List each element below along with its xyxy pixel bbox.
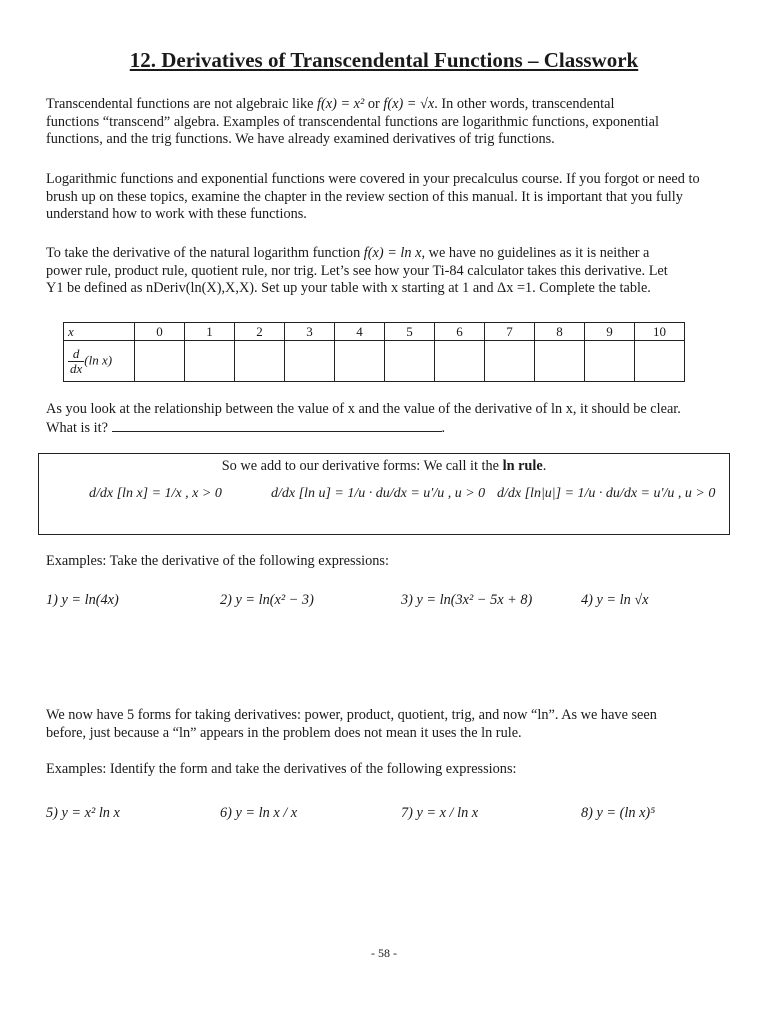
natural-log-paragraph: To take the derivative of the natural logarithm function f(x) = ln x, we have no guidelines as it is neither a power rule, product rule, quotient rule, nor trig. Let’s see how your Ti-84 calculator takes this derivative. Let Y1 be defined as nDeriv(ln(X),X,X). Set up your table with x starting at 1 and Δx =1. Complete the table. [46, 245, 668, 296]
example-8: 8) y = (ln x)⁵ [581, 805, 656, 821]
example-4: 4) y = ln √x [581, 592, 649, 608]
intro-paragraph [46, 96, 726, 149]
answer-cell[interactable] [635, 341, 685, 382]
answer-cell[interactable] [535, 341, 585, 382]
precalc-paragraph: Logarithmic functions and exponential functions were covered in your precalculus course. If you forgot or need to brush up on these topics, examine the chapter in the review section of this manual. It is important that you fully understand how to work with these functions. [46, 171, 700, 222]
x-cell: 5 [385, 323, 435, 341]
answer-cell[interactable] [135, 341, 185, 382]
example-6: 6) y = ln x / x [220, 805, 298, 821]
x-cell: 10 [635, 323, 685, 341]
ln-rule-formula-2: d/dx [ln u] = 1/u · du/dx = u′/u , u > 0 [271, 486, 486, 501]
x-cell: 7 [485, 323, 535, 341]
intro-line-1: Transcendental functions are not algebraic like f(x) = x² or f(x) = √x. In other words, transcendental [46, 96, 615, 112]
page-number: - 58 - [371, 946, 397, 960]
x-row [64, 323, 685, 341]
x-cell: 3 [285, 323, 335, 341]
answer-cell[interactable] [435, 341, 485, 382]
answer-cell[interactable] [485, 341, 535, 382]
examples-heading-2: Examples: Identify the form and take the derivatives of the following expressions: [46, 761, 517, 777]
x-cell: 0 [135, 323, 185, 341]
relationship-question: As you look at the relationship between the value of x and the value of the derivative of ln x, it should be clear. What is it? . [46, 401, 681, 436]
x-cell: 1 [185, 323, 235, 341]
x-cell: 6 [435, 323, 485, 341]
answer-cell[interactable] [235, 341, 285, 382]
ln-rule-heading: So we add to our derivative forms: We call it the ln rule. [221, 458, 547, 474]
answer-cell[interactable] [585, 341, 635, 382]
example-1: 1) y = ln(4x) [46, 592, 119, 608]
example-7: 7) y = x / ln x [401, 805, 479, 821]
answer-cell[interactable] [185, 341, 235, 382]
x-label: x [64, 323, 135, 341]
derivative-label: $\frac{d}{dx}$ (ln x) [64, 341, 135, 382]
intro-line-2: functions “transcend” algebra. Examples of transcendental functions are logarithmic functions, exponential [46, 113, 659, 130]
intro-line-3: functions, and the trig functions. We have already examined derivatives of trig functions. [46, 131, 555, 147]
x-cell: 2 [235, 323, 285, 341]
ln-rule-formula-1: d/dx [ln x] = 1/x , x > 0 [89, 486, 222, 501]
x-cell: 9 [585, 323, 635, 341]
answer-blank[interactable] [112, 419, 442, 432]
example-3: 3) y = ln(3x² − 5x + 8) [401, 592, 533, 608]
answer-cell[interactable] [335, 341, 385, 382]
x-cell: 8 [535, 323, 585, 341]
ln-rule-formula-3: d/dx [ln|u|] = 1/u · du/dx = u′/u , u > 0 [497, 486, 716, 501]
x-cell: 4 [335, 323, 385, 341]
page-title: 12. Derivatives of Transcendental Functions – Classwork [129, 48, 639, 72]
example-2: 2) y = ln(x² − 3) [220, 592, 314, 608]
answer-cell[interactable] [285, 341, 335, 382]
ln-rule-box [38, 453, 730, 535]
answer-cell[interactable] [385, 341, 435, 382]
derivative-table [63, 322, 685, 382]
forms-paragraph: We now have 5 forms for taking derivatives: power, product, quotient, trig, and now “ln”. As we have seen before, just because a “ln” appears in the problem does not mean it uses the ln rule. [46, 707, 657, 741]
derivative-row [64, 341, 685, 382]
example-5: 5) y = x² ln x [46, 805, 120, 821]
examples-heading-1: Examples: Take the derivative of the following expressions: [46, 553, 389, 569]
